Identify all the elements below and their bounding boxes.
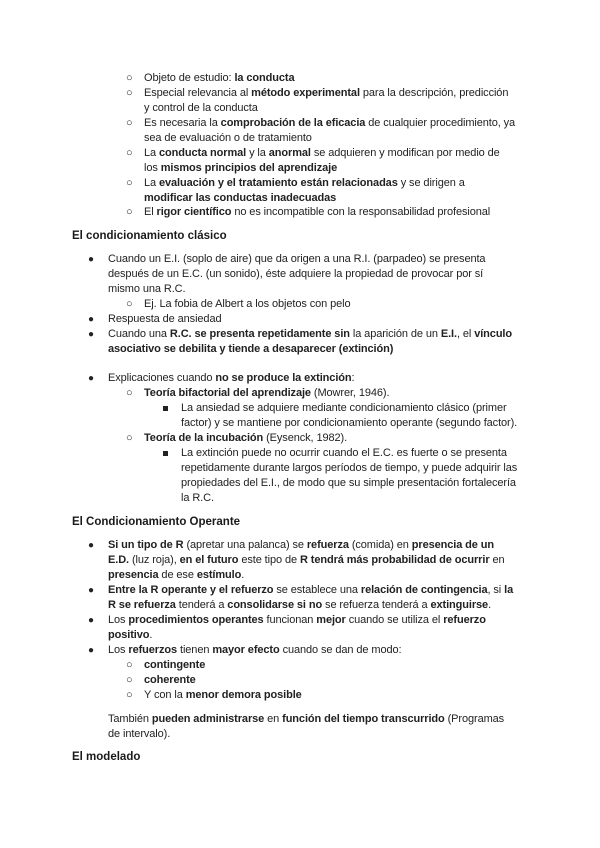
circle-bullet: ○ <box>126 298 133 310</box>
list-item-tipo-r: Si un tipo de R (apretar una palanca) se refuerza (comida) en presencia de un <box>108 539 495 551</box>
list-item-incubacion-detail-cont: propiedades del E.I., de modo que su simple presentación fortalecería <box>181 477 516 489</box>
list-item-ei: Cuando un E.I. (soplo de aire) que da origen a una R.I. (parpadeo) se presenta <box>108 253 486 265</box>
list-item-tipo-r-cont: presencia de ese estímulo. <box>108 569 245 581</box>
list-item-explicaciones: Explicaciones cuando no se produce la extinción: <box>108 372 355 384</box>
disc-bullet: ● <box>88 540 95 551</box>
circle-bullet: ○ <box>126 689 133 701</box>
disc-bullet: ● <box>88 314 95 325</box>
list-item-ei-cont: después de un E.C. (un sonido), éste adquiere la propiedad de provocar por sí <box>108 268 484 280</box>
list-item-ei-cont: mismo una R.C. <box>108 283 186 295</box>
list-item-rigor: El rigor científico no es incompatible con la responsabilidad profesional <box>144 206 491 218</box>
circle-bullet: ○ <box>126 206 133 218</box>
disc-bullet: ● <box>88 329 95 340</box>
circle-bullet: ○ <box>126 674 133 686</box>
list-item-rc-cont: asociativo se debilita y tiende a desaparecer (extinción) <box>108 343 394 355</box>
circle-bullet: ○ <box>126 87 133 99</box>
paragraph-tambien-cont: de intervalo). <box>108 728 171 740</box>
disc-bullet: ● <box>88 373 95 384</box>
list-item-ansiedad: Respuesta de ansiedad <box>108 313 222 325</box>
list-item-incubacion-detail-cont: repetidamente durante largos períodos de tiempo, y puede adquirir las <box>181 462 518 474</box>
circle-bullet: ○ <box>126 387 133 399</box>
list-item-comprobacion: Es necesaria la comprobación de la eficacia de cualquier procedimiento, ya <box>144 117 516 129</box>
list-item-bifactorial-detail-cont: factor) y se mantiene por condicionamiento operante (segundo factor). <box>181 417 518 429</box>
list-item-contingencia-cont: R se refuerza tenderá a consolidarse si no se refuerza tenderá a extinguirse. <box>108 599 492 611</box>
circle-bullet: ○ <box>126 659 133 671</box>
list-item-bifactorial: Teoría bifactorial del aprendizaje (Mowrer, 1946). <box>144 387 390 399</box>
disc-bullet: ● <box>88 645 95 656</box>
list-item-comprobacion-cont: sea de evaluación o de tratamiento <box>144 132 312 144</box>
square-bullet <box>163 406 168 411</box>
list-item-relevancia-cont: y control de la conducta <box>144 102 258 114</box>
list-item-contingencia: Entre la R operante y el refuerzo se establece una relación de contingencia, si la <box>108 584 514 596</box>
list-item-incubacion-detail: La extinción puede no ocurrir cuando el E.C. es fuerte o se presenta <box>181 447 507 459</box>
heading-modelado: El modelado <box>72 751 141 763</box>
list-item-coherente: coherente <box>144 674 196 686</box>
list-item-procedimientos-cont: positivo. <box>108 629 153 641</box>
list-item-objeto: Objeto de estudio: la conducta <box>144 72 295 84</box>
list-item-normal-cont: los mismos principios del aprendizaje <box>144 162 338 174</box>
square-bullet <box>163 451 168 456</box>
list-item-relevancia: Especial relevancia al método experimental para la descripción, predicción <box>144 87 509 99</box>
list-item-procedimientos: Los procedimientos operantes funcionan mejor cuando se utiliza el refuerzo <box>108 614 486 626</box>
list-item-incubacion-detail-cont: la R.C. <box>181 492 214 504</box>
list-item-rc: Cuando una R.C. se presenta repetidamente sin la aparición de un E.I., el vínculo <box>108 328 513 340</box>
circle-bullet: ○ <box>126 147 133 159</box>
circle-bullet: ○ <box>126 72 133 84</box>
list-item-demora: Y con la menor demora posible <box>144 689 302 701</box>
circle-bullet: ○ <box>126 432 133 444</box>
disc-bullet: ● <box>88 254 95 265</box>
list-item-refuerzos: Los refuerzos tienen mayor efecto cuando se dan de modo: <box>108 644 402 656</box>
circle-bullet: ○ <box>126 117 133 129</box>
list-item-fobia: Ej. La fobia de Albert a los objetos con pelo <box>144 298 351 310</box>
list-item-normal: La conducta normal y la anormal se adquieren y modifican por medio de <box>144 147 500 159</box>
circle-bullet: ○ <box>126 177 133 189</box>
disc-bullet: ● <box>88 585 95 596</box>
list-item-evaluacion: La evaluación y el tratamiento están relacionadas y se dirigen a <box>144 177 465 189</box>
disc-bullet: ● <box>88 615 95 626</box>
list-item-incubacion: Teoría de la incubación (Eysenck, 1982). <box>144 432 348 444</box>
heading-condicionamiento-clasico: El condicionamiento clásico <box>72 230 227 242</box>
heading-condicionamiento-operante: El Condicionamiento Operante <box>72 516 241 528</box>
list-item-bifactorial-detail: La ansiedad se adquiere mediante condicionamiento clásico (primer <box>181 402 507 414</box>
list-item-contingente: contingente <box>144 659 206 671</box>
list-item-tipo-r-cont: E.D. (luz roja), en el futuro este tipo de R tendrá más probabilidad de ocurrir en <box>108 554 505 566</box>
paragraph-tambien: También pueden administrarse en función del tiempo transcurrido (Programas <box>108 713 505 725</box>
list-item-evaluacion-cont: modificar las conductas inadecuadas <box>144 192 337 204</box>
